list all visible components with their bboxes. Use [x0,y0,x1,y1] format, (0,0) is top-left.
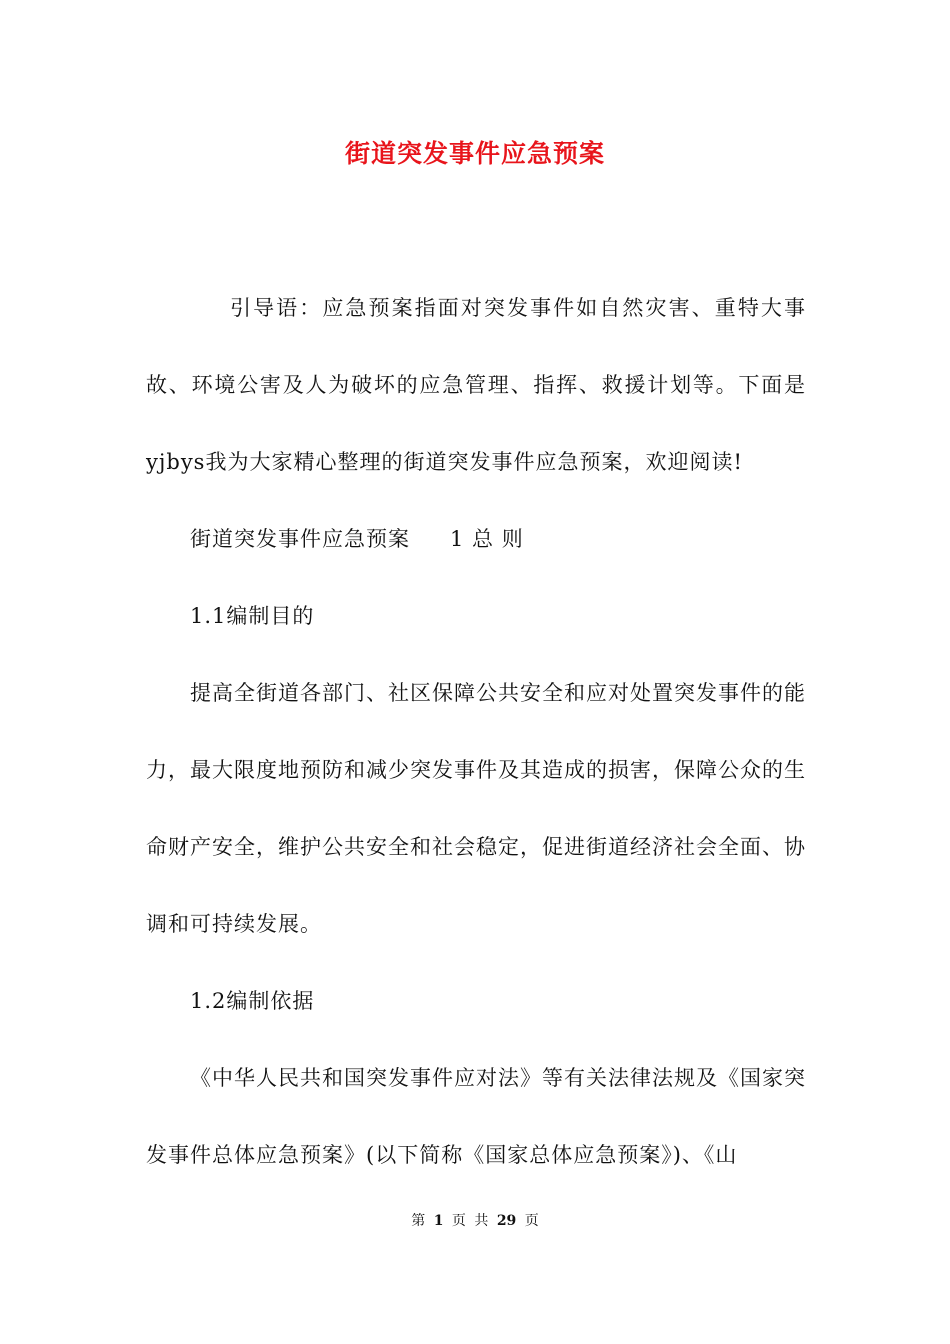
subsection-heading-purpose: 1.1编制目的 [190,604,315,628]
basis-paragraph: 《中华人民共和国突发事件应对法》等有关法律法规及《国家突发事件总体应急预案》(以下简称《国家总体应急预案》)、《山 [146,1066,806,1167]
intro-paragraph: 引导语：应急预案指面对突发事件如自然灾害、重特大事故、环境公害及人为破坏的应急管理、指挥、救援计划等。下面是yjbys我为大家精心整理的街道突发事件应急预案，欢迎阅读! [146,296,806,474]
footer-prefix: 第 [411,1213,426,1229]
page-footer [0,1210,950,1230]
total-page-count: 29 [496,1213,517,1229]
footer-suffix: 页 [524,1213,539,1229]
current-page-number: 1 [433,1213,444,1229]
footer-middle: 页 共 [451,1213,489,1229]
document-body [146,270,806,1194]
document-title: 街道突发事件应急预案 [344,139,605,168]
subsection-heading-basis: 1.2编制依据 [190,989,315,1013]
purpose-paragraph: 提高全街道各部门、社区保障公共安全和应对处置突发事件的能力，最大限度地预防和减少突发事件及其造成的损害，保障公众的生命财产安全，维护公共安全和社会稳定，促进街道经济社会全面、协调和可持续发展。 [146,681,806,936]
plan-name: 街道突发事件应急预案 [190,527,410,551]
section-general-label: 1 总 则 [450,527,524,551]
section-heading-general [146,501,806,578]
